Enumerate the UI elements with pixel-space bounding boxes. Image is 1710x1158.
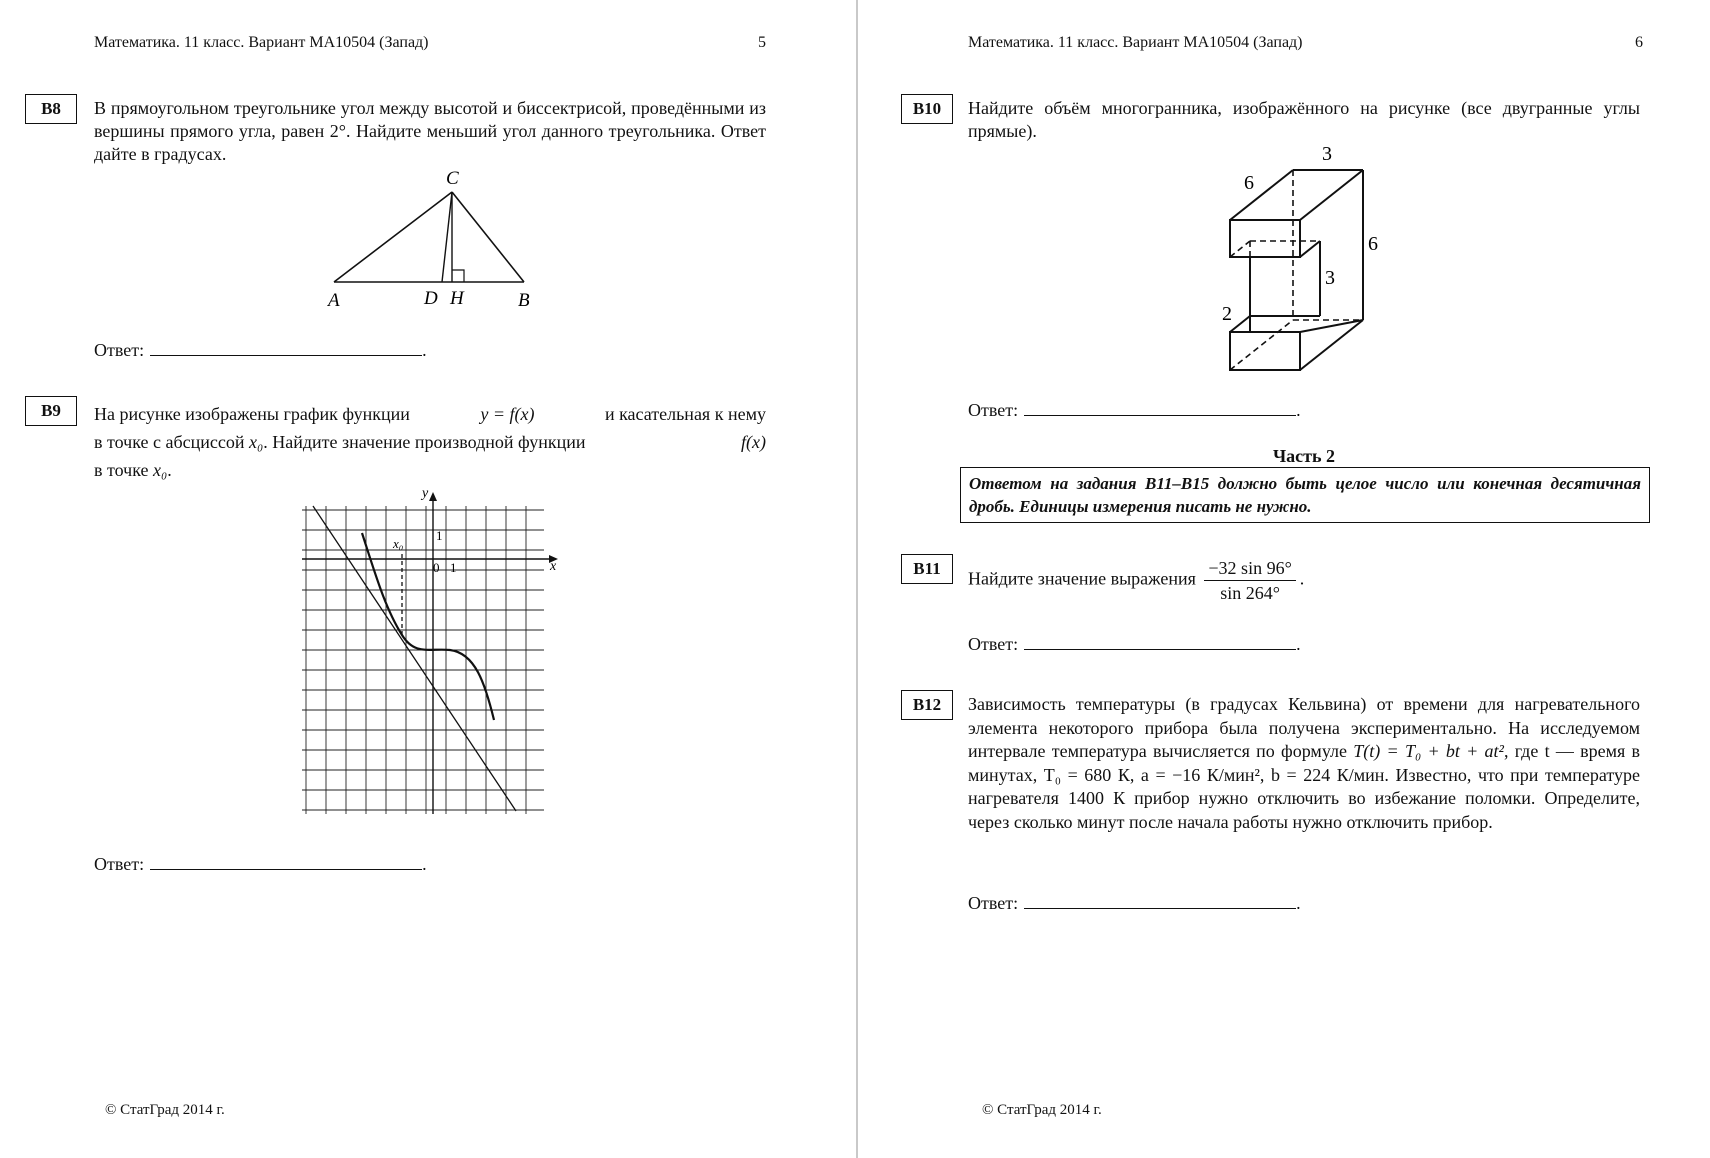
formula: T(t) = T₀ + bt + at² — [1353, 741, 1504, 761]
dim-label-depth: 6 — [1244, 172, 1254, 194]
point-label-h: H — [450, 288, 464, 309]
part-notice: Ответом на задания B11–B15 должно быть целое число или конечная десятичная дробь. Единицы измерения писать не нужно. — [960, 467, 1650, 523]
answer-field-b9[interactable] — [150, 855, 422, 870]
answer-row-b12: Ответ: . — [968, 893, 1301, 913]
vertex-label-c: C — [446, 168, 459, 189]
task-text-b11: Найдите значение выражения $\frac{-32 \sin 96^\circ}{\sin 264^\circ}$ . — [968, 558, 1305, 603]
answer-label: Ответ: — [94, 340, 145, 360]
answer-field-b10[interactable] — [1024, 401, 1296, 416]
dim-label-bottom: 2 — [1222, 303, 1232, 325]
page-header: Математика. 11 класс. Вариант МА10504 (Запад) — [94, 34, 429, 51]
polyhedron-figure — [1208, 142, 1378, 382]
answer-label: Ответ: — [968, 893, 1019, 913]
answer-row-b8: Ответ: . — [94, 340, 427, 360]
page-footer: © СтатГрад 2014 г. — [982, 1102, 1102, 1118]
vertex-label-b: B — [518, 290, 530, 311]
page-footer: © СтатГрад 2014 г. — [105, 1102, 225, 1118]
dim-label-height: 6 — [1368, 233, 1378, 255]
page-header: Математика. 11 класс. Вариант МА10504 (Запад) — [968, 34, 1303, 51]
page-number: 6 — [1635, 34, 1643, 51]
answer-row-b11: Ответ: . — [968, 634, 1301, 654]
dim-label-inner: 3 — [1325, 267, 1335, 289]
fraction-denominator: sin 264° — [1220, 583, 1280, 603]
task-tag-b10: B10 — [901, 94, 953, 124]
function-notation: y = f(x) — [480, 404, 535, 424]
function-graph — [290, 488, 570, 818]
point-label-d: D — [424, 288, 438, 309]
answer-field-b11[interactable] — [1024, 635, 1296, 650]
fraction — [1204, 556, 1295, 605]
page-divider — [856, 0, 858, 1158]
task-text-b8: В прямоугольном треугольнике угол между высотой и биссектрисой, проведёнными из вершины прямого угла, равен 2°. Найдите меньший угол данного треугольника. Ответ дайте в градусах. — [94, 98, 766, 164]
task-text-b9: На рисунке изображены график функции y = f(x) и касательная к нему в точке с абсциссой x₀. Найдите значение производной функции f(x) в точке x₀. — [94, 400, 766, 484]
page-number: 5 — [758, 34, 766, 51]
right-page — [860, 0, 1710, 1158]
answer-label: Ответ: — [968, 634, 1019, 654]
fraction-numerator: −32 sin 96° — [1204, 556, 1295, 581]
y-unit-label: 1 — [436, 528, 443, 543]
task-text-b10: Найдите объём многогранника, изображённого на рисунке (все двугранные углы прямые). — [968, 98, 1640, 141]
x0-label: x₀ — [393, 536, 404, 551]
y-axis-label: y — [422, 486, 429, 501]
answer-field-b8[interactable] — [150, 341, 422, 356]
task-tag-b11: B11 — [901, 554, 953, 584]
answer-field-b12[interactable] — [1024, 894, 1296, 909]
answer-row-b10: Ответ: . — [968, 400, 1301, 420]
answer-label: Ответ: — [968, 400, 1019, 420]
dim-label-top: 3 — [1322, 143, 1332, 165]
x-unit-label: 1 — [450, 560, 457, 575]
vertex-label-a: A — [328, 290, 340, 311]
part-title: Часть 2 — [1272, 446, 1336, 466]
origin-label: 0 — [433, 560, 440, 575]
task-tag-b12: B12 — [901, 690, 953, 720]
triangle-figure — [320, 162, 540, 312]
task-tag-b9: B9 — [25, 396, 77, 426]
task-tag-b8: B8 — [25, 94, 77, 124]
x-axis-label: x — [550, 559, 557, 574]
answer-row-b9: Ответ: . — [94, 854, 427, 874]
answer-label: Ответ: — [94, 854, 145, 874]
task-text-b12: Зависимость температуры (в градусах Кельвина) от времени для нагревательного элемента некоторого прибора была получена экспериментально. На исследуемом интервале температура вычисляется по формуле T(t) = T₀ + bt + at², где t — время в минутах, T₀ = 680 К, a = −16 К/мин², b = 224 К/мин. Известно, что при температуре нагревателя 1400 К прибор нужно отключить во избежание поломки. Определите, через сколько минут после начала работы нужно отключить прибор. — [968, 694, 1641, 832]
